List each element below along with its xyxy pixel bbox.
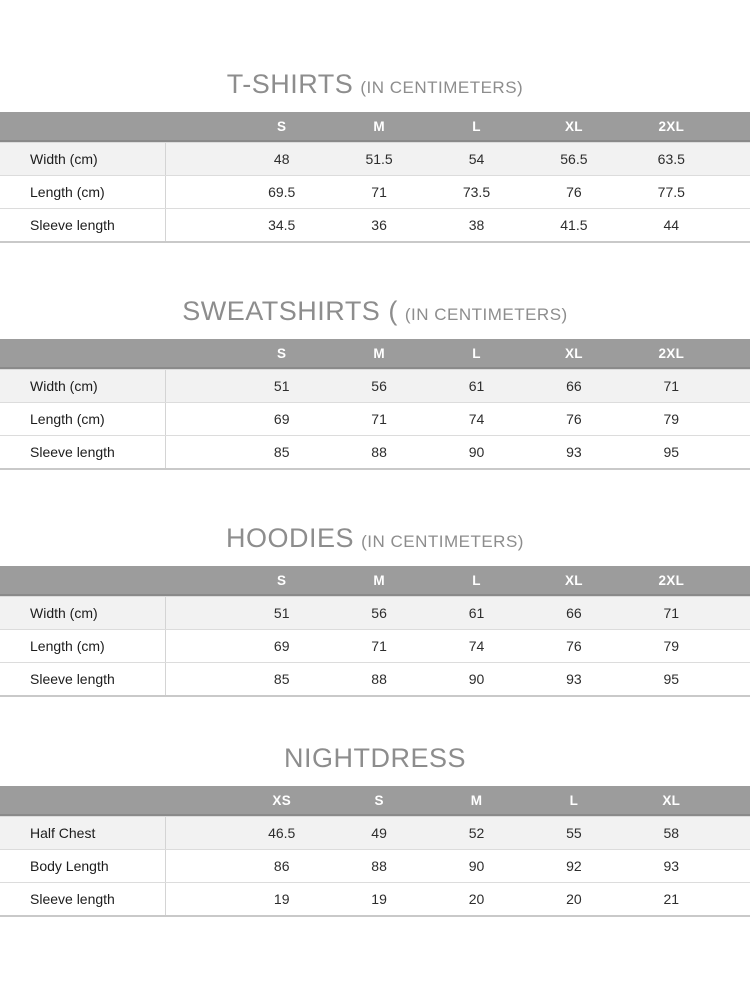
size-column-header: XL (564, 345, 583, 361)
table-row (0, 816, 750, 849)
size-chart-section (0, 68, 750, 243)
size-column-header: 2XL (658, 572, 685, 588)
size-value: 86 (273, 858, 290, 874)
row-gap-spacer (166, 630, 233, 662)
row-gap-spacer (166, 143, 233, 175)
size-column-header: S (277, 118, 287, 134)
table-row (0, 208, 750, 241)
size-column-header: XL (564, 118, 583, 134)
size-value: 90 (468, 444, 485, 460)
chart-title (0, 742, 750, 774)
row-gap-spacer (166, 209, 233, 241)
chart-title-text: HOODIES (226, 523, 355, 553)
table-row (0, 142, 750, 175)
size-value: 76 (566, 638, 582, 654)
chart-title-unit: (IN CENTIMETERS) (360, 78, 524, 97)
size-column-header: 2XL (658, 118, 685, 134)
size-value: 88 (371, 444, 387, 460)
size-column-header: XL (662, 792, 681, 808)
header-gap-spacer (166, 339, 233, 367)
size-column-header: S (374, 792, 384, 808)
size-value: 49 (371, 825, 387, 841)
size-value: 74 (468, 638, 485, 654)
row-gap-spacer (166, 597, 233, 629)
size-value: 71 (371, 184, 387, 200)
size-value: 48 (273, 151, 290, 167)
size-value: 38 (468, 217, 485, 233)
table-row (0, 596, 750, 629)
size-value: 36 (371, 217, 387, 233)
size-value: 58 (663, 825, 680, 841)
size-value: 69.5 (268, 184, 296, 200)
size-value: 19 (371, 891, 387, 907)
table-row (0, 435, 750, 468)
table-header-row (0, 339, 750, 369)
chart-title (0, 68, 750, 100)
size-value: 71 (371, 638, 387, 654)
size-value: 74 (468, 411, 485, 427)
size-value: 76 (566, 411, 582, 427)
size-value: 77.5 (657, 184, 685, 200)
size-value: 34.5 (268, 217, 296, 233)
size-table (0, 786, 750, 917)
table-row (0, 402, 750, 435)
row-label: Body Length (0, 850, 166, 882)
size-value: 88 (371, 858, 387, 874)
header-gap-spacer (166, 566, 233, 594)
size-table (0, 566, 750, 697)
size-value: 71 (663, 605, 680, 621)
size-column-header: M (373, 118, 385, 134)
size-value: 88 (371, 671, 387, 687)
header-gap-spacer (166, 786, 233, 814)
size-value: 76 (566, 184, 582, 200)
table-row (0, 629, 750, 662)
size-value: 61 (468, 378, 485, 394)
size-value: 93 (566, 444, 582, 460)
size-value: 71 (663, 378, 680, 394)
size-value: 44 (663, 217, 680, 233)
row-gap-spacer (166, 436, 233, 468)
size-chart-section (0, 295, 750, 470)
size-value: 79 (663, 411, 680, 427)
size-value: 66 (566, 605, 582, 621)
row-gap-spacer (166, 370, 233, 402)
size-column-header: M (373, 572, 385, 588)
header-gap-spacer (166, 112, 233, 140)
size-value: 41.5 (560, 217, 588, 233)
size-value: 51 (273, 605, 290, 621)
row-label: Half Chest (0, 817, 166, 849)
size-value: 69 (273, 411, 290, 427)
chart-title-unit: (IN CENTIMETERS) (361, 532, 524, 551)
row-label: Length (cm) (0, 176, 166, 208)
chart-title-text: T-SHIRTS (226, 69, 354, 99)
size-value: 95 (663, 444, 680, 460)
size-value: 66 (566, 378, 582, 394)
size-value: 54 (468, 151, 485, 167)
size-value: 90 (468, 671, 485, 687)
chart-title-text: NIGHTDRESS (283, 743, 467, 773)
size-chart-section (0, 742, 750, 917)
size-value: 92 (566, 858, 582, 874)
row-gap-spacer (166, 850, 233, 882)
table-header-row (0, 112, 750, 142)
row-label: Sleeve length (0, 883, 166, 915)
size-value: 61 (468, 605, 485, 621)
size-column-header: XS (272, 792, 291, 808)
table-row (0, 882, 750, 915)
size-value: 93 (566, 671, 582, 687)
header-label-spacer (0, 112, 166, 140)
size-value: 56 (371, 378, 387, 394)
header-label-spacer (0, 566, 166, 594)
size-value: 51 (273, 378, 290, 394)
table-row (0, 662, 750, 695)
size-value: 51.5 (365, 151, 393, 167)
row-gap-spacer (166, 883, 233, 915)
size-value: 21 (663, 891, 680, 907)
size-column-header: L (569, 792, 579, 808)
row-label: Width (cm) (0, 143, 166, 175)
size-column-header: L (472, 118, 481, 134)
row-gap-spacer (166, 403, 233, 435)
size-value: 55 (566, 825, 582, 841)
row-label: Length (cm) (0, 403, 166, 435)
size-column-header: L (472, 572, 481, 588)
table-header-row (0, 566, 750, 596)
size-value: 85 (273, 671, 290, 687)
row-label: Sleeve length (0, 663, 166, 695)
row-label: Length (cm) (0, 630, 166, 662)
size-value: 20 (566, 891, 582, 907)
table-header-row (0, 786, 750, 816)
size-value: 95 (663, 671, 680, 687)
row-label: Sleeve length (0, 436, 166, 468)
size-value: 19 (273, 891, 290, 907)
table-row (0, 849, 750, 882)
size-chart-section (0, 522, 750, 697)
size-column-header: S (277, 572, 287, 588)
size-value: 46.5 (268, 825, 296, 841)
size-value: 85 (273, 444, 290, 460)
row-gap-spacer (166, 176, 233, 208)
size-column-header: L (472, 345, 481, 361)
header-label-spacer (0, 339, 166, 367)
row-label: Sleeve length (0, 209, 166, 241)
size-column-header: XL (564, 572, 583, 588)
row-label: Width (cm) (0, 370, 166, 402)
chart-title (0, 522, 750, 554)
size-table (0, 339, 750, 470)
row-gap-spacer (166, 817, 233, 849)
size-value: 69 (273, 638, 290, 654)
size-value: 52 (468, 825, 485, 841)
size-value: 90 (468, 858, 485, 874)
size-column-header: M (470, 792, 483, 808)
size-value: 93 (663, 858, 680, 874)
table-row (0, 369, 750, 402)
size-value: 20 (468, 891, 485, 907)
chart-title-text: SWEATSHIRTS ( (182, 296, 398, 326)
size-value: 56 (371, 605, 387, 621)
size-column-header: M (373, 345, 385, 361)
size-column-header: S (277, 345, 287, 361)
size-value: 56.5 (560, 151, 588, 167)
chart-title-unit: (IN CENTIMETERS) (404, 305, 568, 324)
size-table (0, 112, 750, 243)
row-label: Width (cm) (0, 597, 166, 629)
table-row (0, 175, 750, 208)
size-column-header: 2XL (658, 345, 685, 361)
size-value: 71 (371, 411, 387, 427)
chart-title (0, 295, 750, 327)
header-label-spacer (0, 786, 166, 814)
size-value: 79 (663, 638, 680, 654)
row-gap-spacer (166, 663, 233, 695)
size-value: 63.5 (657, 151, 685, 167)
size-value: 73.5 (462, 184, 491, 200)
